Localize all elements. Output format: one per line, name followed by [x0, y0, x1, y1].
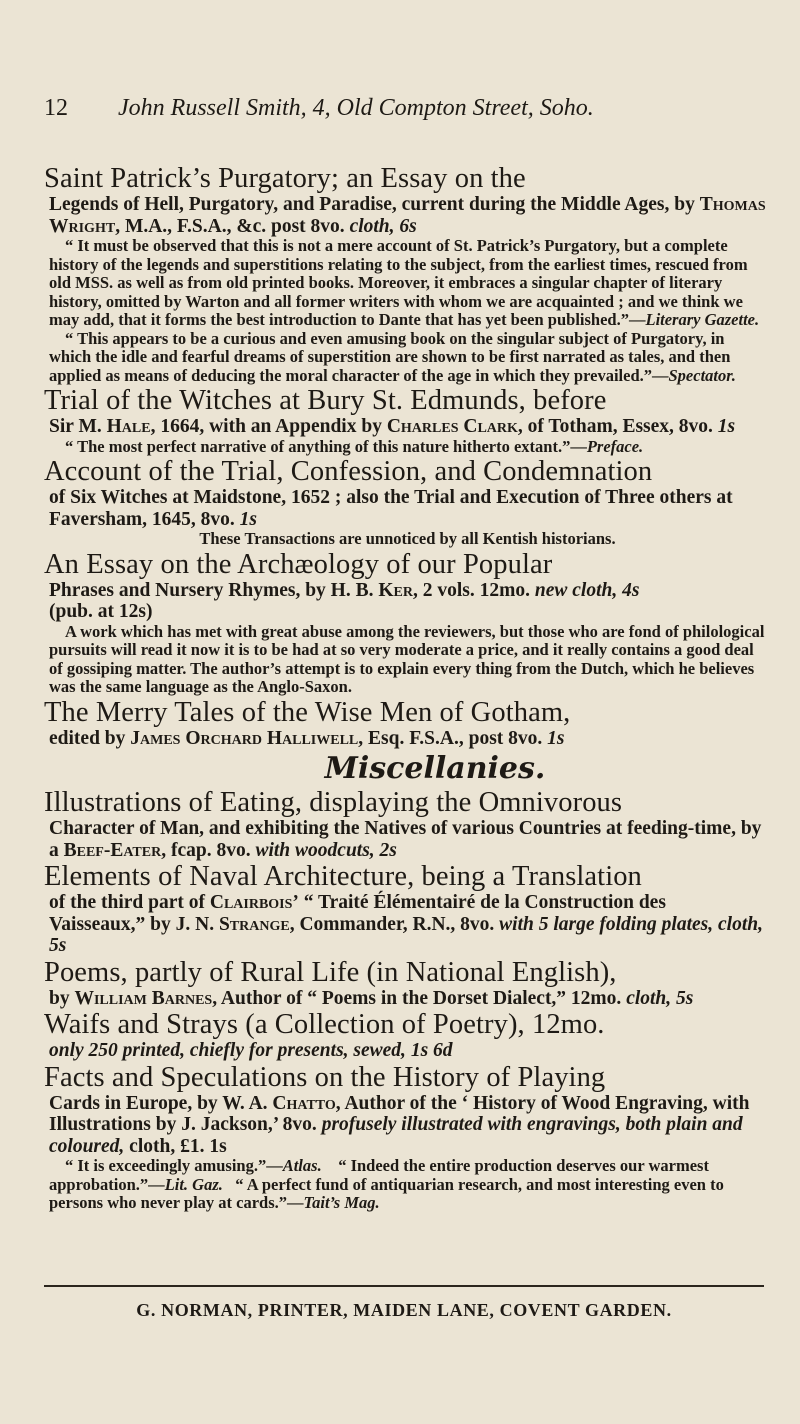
author-name: Thomas Wright	[49, 194, 766, 237]
entry-description: edited by James Orchard Halliwell, Esq. F.S.A., post 8vo. 1s	[49, 727, 565, 749]
entry-description: by William Barnes, Author of “ Poems in the Dorset Dialect,” 12mo. cloth, 5s	[49, 987, 694, 1009]
price-note: (pub. at 12s)	[49, 601, 153, 622]
entry-note: These Transactions are unnoticed by all Kentish historians.	[199, 529, 616, 548]
original-author-name: Clairbois’	[209, 892, 299, 913]
catalogue-entry	[44, 1062, 766, 1213]
entry-title: An Essay on the Archæology of our Popular	[44, 548, 553, 580]
catalogue-entry	[44, 957, 766, 1010]
entry-title: Account of the Trial, Confession, and Condemnation	[44, 456, 653, 487]
entry-description: of the third part of Clairbois’ “ Traité Élémentairé de la Construction des Vaisseaux,” by J. N. Strange, Commander, R.N., 8vo. with 5 large folding plates, cloth, 5s	[49, 892, 763, 956]
author-name: Beef-Eater	[63, 839, 162, 861]
price: 5s	[676, 987, 694, 1009]
catalogue-entry	[44, 385, 766, 456]
judge-name: Hale	[106, 416, 151, 437]
section-heading: Miscellanies.	[324, 751, 546, 786]
price: 1s	[239, 508, 257, 530]
entry-title: Trial of the Witches at Bury St. Edmunds, before	[44, 385, 607, 416]
price: 4s	[622, 579, 640, 601]
entry-title: Saint Patrick’s Purgatory; an Essay on the	[44, 163, 526, 194]
entry-description: Cards in Europe, by W. A. Chatto, Author of the ‘ History of Wood Engraving, with Illustrations by J. Jackson,’ 8vo. profusely illustrated with engravings, both plain and coloured, cloth, £1. 1s	[49, 1092, 750, 1157]
editor-name: Charles Clark	[386, 416, 518, 437]
price: cloth, £1. 1s	[129, 1135, 227, 1157]
editor-name: James Orchard Halliwell	[130, 727, 359, 749]
catalogue-entry	[44, 1009, 766, 1062]
printer-imprint: G. NORMAN, PRINTER, MAIDEN LANE, COVENT GARDEN.	[136, 1300, 672, 1320]
price: 1s	[717, 416, 736, 437]
entry-title: The Merry Tales of the Wise Men of Gotham,	[44, 696, 571, 728]
price: 1s	[547, 727, 565, 749]
entry-description: only 250 printed, chiefly for presents, sewed, 1s 6d	[49, 1040, 453, 1061]
running-head	[44, 95, 764, 122]
catalogue-entry	[44, 697, 766, 750]
translator-name: Strange	[218, 913, 290, 935]
catalogue-listing	[44, 163, 766, 1213]
entry-description: Sir M. Hale, 1664, with an Appendix by Charles Clark, of Totham, Essex, 8vo. 1s	[49, 416, 736, 437]
catalogue-entry	[44, 456, 766, 549]
price: 5s	[49, 935, 67, 956]
page-number: 12	[44, 95, 68, 121]
review-quote: “ This appears to be a curious and even amusing book on the singular subject of Purgatory, in which the idle and fearful dreams of superstition are shown to be first narrated as tales, and then applied as means of deducing the moral character of the age in which they prevailed.”—Spectator.	[49, 328, 736, 385]
price: 6s	[399, 215, 417, 237]
entry-description: Phrases and Nursery Rhymes, by H. B. Ker, 2 vols. 12mo. new cloth, 4s (pub. at 12s)	[49, 579, 640, 622]
catalogue-entry	[44, 787, 766, 861]
entry-title: Poems, partly of Rural Life (in National English),	[44, 956, 617, 988]
review-quote: “ The most perfect narrative of anything of this nature hitherto extant.”—Preface.	[65, 436, 644, 456]
author-name: Ker	[378, 579, 413, 601]
author-name: Chatto	[272, 1092, 336, 1114]
review-quote: “ It is exceedingly amusing.”—Atlas. “ Indeed the entire production deserves our warmest approbation.”—Lit. Gaz. “ A perfect fund of antiquarian research, and most interesting even to persons who never play at cards.”—Tait’s Mag.	[49, 1156, 724, 1212]
entry-title: Facts and Speculations on the History of Playing	[44, 1061, 606, 1093]
footer-rule	[44, 1285, 764, 1287]
price: 2s	[379, 839, 397, 861]
price: 1s 6d	[410, 1040, 453, 1061]
entry-description: of Six Witches at Maidstone, 1652 ; also the Trial and Execution of Three others at Faversham, 1645, 8vo. 1s	[49, 487, 733, 530]
catalogue-entry	[44, 549, 766, 697]
author-name: William Barnes	[74, 987, 213, 1009]
catalogue-entry	[44, 163, 766, 385]
review-quote: A work which has met with great abuse among the reviewers, but those who are fond of philological pursuits will read it now it is to be had at so very moderate a price, and it really contains a good deal of gossiping matter. The author’s attempt is to explain every thing from the Dutch, which he believes was the same language as the Anglo-Saxon.	[49, 621, 765, 696]
entry-title: Illustrations of Eating, displaying the Omnivorous	[44, 787, 623, 818]
entry-description: Character of Man, and exhibiting the Natives of various Countries at feeding-time, by a Beef-Eater, fcap. 8vo. with woodcuts, 2s	[49, 818, 762, 861]
publisher-line: John Russell Smith, 4, Old Compton Street, Soho.	[118, 95, 594, 121]
catalogue-entry	[44, 861, 766, 957]
entry-title: Elements of Naval Architecture, being a Translation	[44, 861, 642, 892]
entry-title: Waifs and Strays (a Collection of Poetry), 12mo.	[44, 1009, 605, 1040]
entry-description: Legends of Hell, Purgatory, and Paradise, current during the Middle Ages, by Thomas Wright, M.A., F.S.A., &c. post 8vo. cloth, 6s	[49, 194, 766, 237]
review-quote: “ It must be observed that this is not a mere account of St. Patrick’s Purgatory, but a complete history of the legends and superstitions relating to the subject, from the earliest times, rescued from old MSS. as well as from old printed books. Moreover, it embraces a singular chapter of literary history, omitted by Warton and all former writers with whom we are acquainted ; and we think we may add, that it forms the best introduction to Dante that has yet been published.”—Literary Gazette.	[49, 236, 760, 329]
